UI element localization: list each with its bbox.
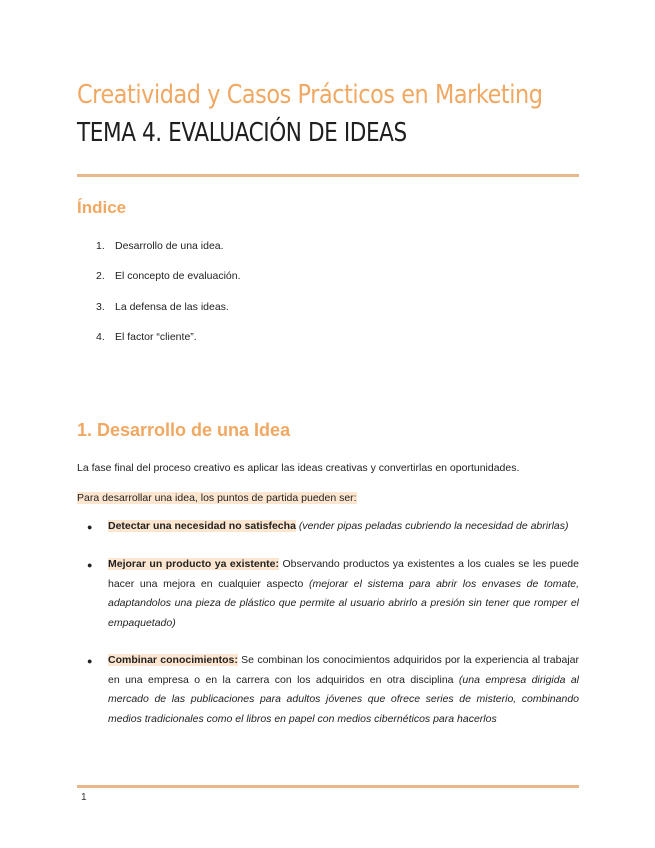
index-item-number: 2. — [96, 270, 105, 283]
index-heading: Índice — [77, 198, 127, 217]
bullet-label: Mejorar un producto ya existente: — [108, 558, 279, 570]
section-lead — [77, 492, 357, 504]
bullet-text — [108, 651, 579, 729]
bullet-label: Combinar conocimientos: — [108, 654, 238, 666]
course-title: Creatividad y Casos Prácticos en Marketing — [77, 80, 543, 110]
index-item-number: 3. — [96, 300, 105, 313]
section-lead-text: Para desarrollar una idea, los puntos de partida pueden ser: — [77, 492, 357, 504]
footer-divider — [77, 785, 579, 788]
index-item-number: 4. — [96, 330, 105, 343]
index-item-number: 1. — [96, 240, 105, 252]
section-intro: La fase final del proceso creativo es aplicar las ideas creativas y convertirlas en oportunidades. — [77, 462, 520, 474]
bullet-dot: ● — [87, 560, 93, 570]
bullet-dot: ● — [87, 522, 93, 532]
bullet-item — [87, 555, 579, 633]
bullet-example: (mejorar el sistema para abrir los envases de tomate, adaptandolos una pieza de plástico que permite al usuario abrirlo a presión sin tener que romper el empaquetado) — [108, 577, 579, 629]
bullet-body: Se combinan los conocimientos adquiridos por la experiencia al trabajar en una empresa o en la carrera con los adquiridos en otra disciplina — [108, 654, 579, 686]
bullet-text — [108, 517, 579, 537]
section-heading: 1. Desarrollo de una Idea — [77, 420, 291, 440]
topic-title: TEMA 4. EVALUACIÓN DE IDEAS — [77, 118, 407, 148]
bullet-item — [87, 517, 579, 537]
index-item-label: El concepto de evaluación. — [115, 270, 241, 283]
bullet-list — [87, 517, 579, 747]
header-divider — [77, 174, 579, 177]
index-item — [96, 301, 241, 331]
bullet-text — [108, 555, 579, 633]
page-number: 1 — [81, 792, 87, 803]
bullet-label: Detectar una necesidad no satisfecha — [108, 520, 296, 532]
index-list — [96, 240, 241, 361]
bullet-example: (una empresa dirigida al mercado de las publicaciones para adultos jóvenes que ofrece series de misterio, combinando medios tradicionales como el libros en papel con medios cibernéticos para hacerlos — [108, 673, 580, 725]
bullet-body: Observando productos ya existentes a los cuales se les puede hacer una mejora en cualquier aspecto — [108, 558, 579, 590]
bullet-item — [87, 651, 579, 729]
bullet-dot: ● — [87, 656, 93, 666]
index-item — [96, 331, 241, 361]
index-item-label: El factor “cliente”. — [115, 330, 197, 343]
index-item — [96, 240, 241, 270]
index-item-label: La defensa de las ideas. — [115, 300, 229, 313]
index-item-label: Desarrollo de una idea. — [115, 240, 224, 252]
bullet-example: (vender pipas peladas cubriendo la necesidad de abrirlas) — [298, 520, 569, 532]
index-item — [96, 270, 241, 300]
